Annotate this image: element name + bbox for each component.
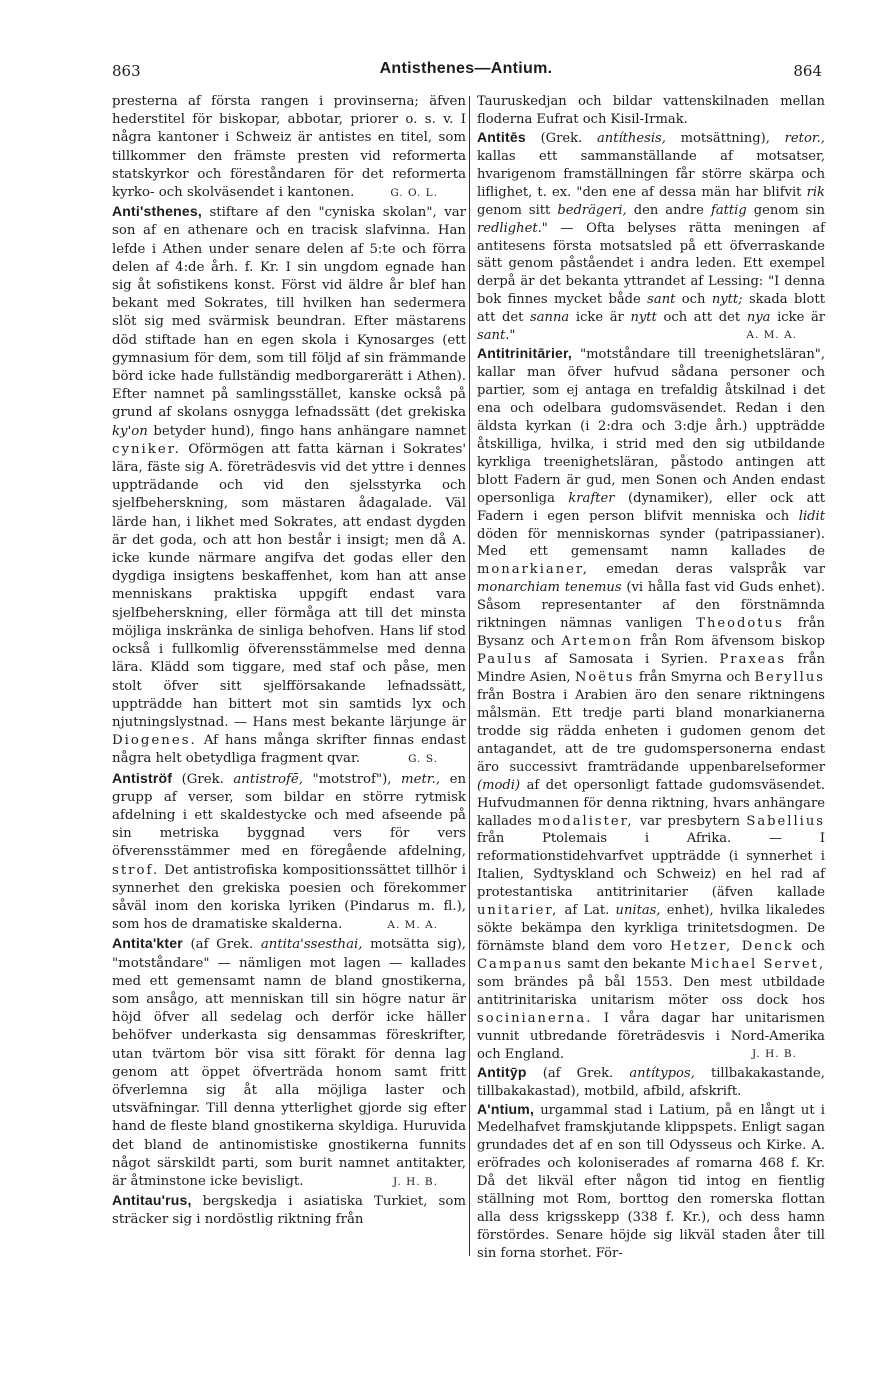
entry-antistes-continued: presterna af första rangen i provinserna; äfven hederstitel för biskopar, abbotar, priorer o. s. v. I några kantoner i Schweiz är antistes en titel, som tillkommer den främste presten vid reformerta statskyrkor och föreståndaren för det reformerta kyrko- och skolväsendet i kantonen. G. O. L. — [112, 93, 466, 202]
entry-antium: A'ntium, urgammal stad i Latium, på en långt ut i Medelhafvet framskjutande klippspets. Enligt sagan grundades det af en son till Odysseus och Kirke. A. eröfrades och koloniserades af romarna 468 f. Kr. Då det likväl efter någon tid intog en fientlig ställning mot Rom, borttog den romerska flottan alla dess krigsskepp (338 f. Kr.), och dess hamn förstördes. Senare höjde sig likväl staden åter till sin forna storhet. För- — [477, 1100, 825, 1261]
headword: Anti'sthenes, — [112, 203, 202, 220]
entry-antitrinitarier: Antitrinitārier, "motståndare till treenighetsläran", kallar man öfver hufvud sådana personer och partier, som ej antaga en trefaldig åtskilnad i det ena och odelbara gudomsväsendet. Redan i den äldsta kyrkan (i 2:dra och 3:dje årh.) uppträdde åtskilliga, hvilka, i strid med den sig utbildande kyrkliga treenighetsläran, påstodo antingen att blott Fadern är gud, men Sonen och Anden endast opersonliga krafter (dynamiker), eller ock att Fadern i egen person blifvit menniska och lidit döden för menniskornas synder (patripassianer). Med ett gemensamt namn kallades de monarkianer, emedan deras valspråk var monarchiam tenemus (vi hålla fast vid Guds enhet). Såsom representanter af den förstnämnda riktningen nämnas vanligen Theodotus från Bysanz och Artemon från Rom äfvensom biskop Paulus af Samosata i Syrien. Praxeas från Mindre Asien, Noëtus från Smyrna och Beryllus från Bostra i Arabien äro den senare riktningens målsmän. Ett tredje parti bland monarkianerna trodde sig rädda enheten i gudomen genom det antagandet, att de tre gudomspersonerna endast äro successivt framträdande uppenbarelseformer (modi) af det opersonligt fattade gudomsväsendet. Hufvudmannen för denna riktning, hvars anhängare kallades modalister, var presbytern Sabellius från Ptolemais i Afrika. — I reformationstidehvarfvet uppträdde (i synnerhet i Italien, Sydtyskland och Schweiz) en hel rad af protestantiska antitrinitarier (äfven kallade unitarier, af Lat. unitas, enhet), hvilka likaledes sökte bekämpa den kyrkliga trinitetsdogmen. De förnämste bland dem voro Hetzer, Denck och Campanus samt den bekante Michael Servet, som brändes på bål 1553. Den mest utbildade antitrinitariska unitarism möter oss dock hos socinianerna. I våra dagar har unitarismen vunnit utbredande företrädesvis i Nord-Amerika och England. J. H. B. — [477, 345, 826, 1062]
signature: G. O. L. — [390, 187, 438, 200]
page-header — [108, 60, 824, 84]
left-column — [112, 93, 466, 1230]
entry-antitakter: Antita'kter (af Grek. antita'ssesthai, motsätta sig), "motståndare" — nämligen mot lagen — kallades med ett gemensamt namn de bland gnostikerna, som ansågo, att menniskan till sin högre natur är höjd öfver all sedelag och derför icke häller behöfver underkasta sig densammas föreskrifter, utan tvärtom bör visa sitt förakt för denna lag genom att öppet öfverträda honom samt fritt öfverlemna sig åt alla möjliga laster och utsväfningar. Till denna ytterlighet gjorde sig efter hand de fleste bland gnostikerna skyldiga. Huruvida det bland de antinomistiske gnostikerna funnits något särskildt parti, som burit namnet antitakter, är åtminstone icke bevisligt. J. H. B. — [112, 934, 466, 1191]
entry-antitaurus-continued: Tauruskedjan och bildar vattenskilnaden mellan floderna Eufrat och Kisil-Irmak. — [477, 94, 825, 127]
signature: A. M. A. — [387, 919, 438, 932]
entry-antistrof: Antiströf (Grek. antistrofē, "motstrof"), metr., en grupp af verser, som bildar en större rytmisk afdelning i ett skaldestycke och med afseende på sin metriska byggnad vers för vers öfverensstämmer med en föregående afdelning, strof. Det antistrofiska kompositionssättet tillhör i synnerhet den grekiska poesien och förekommer såväl inom den koriska lyriken (Pindarus m. fl.), som hos de dramatiske skalderna. A. M. A. — [112, 769, 466, 935]
page-number-left: 863 — [112, 62, 141, 80]
headword: A'ntium, — [477, 1100, 535, 1117]
entry-antisthenes: Anti'sthenes, stiftare af den "cyniska skolan", var son af en athenare och en tracisk slafvinna. Han lefde i Athen under senare delen af 5:te och förra delen af 4:de årh. f. Kr. I sin ungdom egnade han sig åt sofistikens konst. Först vid äldre år blef han bekant med Sokrates, till hvilken han sedermera slöt sig med svärmisk beundran. Efter mästarens död stiftade han en egen skola i Kynosarges (ett gymnasium för dem, som till följd af sin främmande börd icke hade fullständig medborgarerätt i Athen). Efter namnet på samlingsstället, kanske också på grund af skolans osnygga lefnadssätt (det grekiska ky'on betyder hund), fingo hans anhängare namnet cyniker. Oförmögen att fatta kärnan i Sokrates' lära, fäste sig A. företrädesvis vid det yttre i dennes uppträdande och vid den sjelsstyrka och sjelfbeherskning, som mästaren ådagalade. Väl lärde han, i likhet med Sokrates, att endast dygden är det goda, och att hon består i insigt; men då A. icke kunde närmare angifva det godas eller den dygdiga insigtens beskaffenhet, kom han att anse menniskans praktiska uppgift endast vara sjelfbeherskning, eller förmåga att till det minsta möjliga inskränka de sinliga behofven. Hans lif stod också i fullkomlig öfverensstämmelse med denna lära. Klädd som tiggare, med staf och påse, men stolt öfver sitt sjelfförsakande lefnadssätt, uppträdde han bittert mot sin samtids lyx och njutningslystnad. — Hans mest bekante lärjunge är Diogenes. Af hans många skrifter finnas endast några helt obetydliga fragment qvar. G. S. — [112, 202, 466, 768]
right-column — [477, 93, 825, 1263]
entry-antites: Antitēs (Grek. antíthesis, motsättning), retor., kallas ett sammanställande af motsatser, hvarigenom framställningen får större skärpa och liflighet, t. ex. "den ene af dessa män har blifvit rik genom sitt bedrägeri, den andre fattig genom sin redlighet." — Ofta belyses rätta meningen af antitesens första motsatsled på ett öfverraskande sätt genom påståendet i andra leden. Ett exempel derpå är det bekanta yttrandet af Lessing: "I denna bok finnes mycket både sant och nytt; skada blott att det sanna icke är nytt och att det nya icke är sant." A. M. A. — [477, 128, 826, 344]
headword: Antiströf — [112, 769, 173, 786]
running-title: Antisthenes—Antium. — [379, 60, 553, 77]
signature: A. M. A. — [746, 329, 797, 342]
headword: Antitȳp — [477, 1063, 527, 1080]
entry-antitaurus: Antitau'rus, bergskedja i asiatiska Turkiet, som sträcker sig i nordöstlig riktning från — [112, 1192, 466, 1228]
column-divider — [469, 96, 470, 1256]
signature: G. S. — [408, 753, 438, 766]
headword: Antita'kter — [112, 935, 183, 952]
headword: Antitau'rus, — [112, 1192, 192, 1209]
headword: Antitrinitārier, — [477, 345, 572, 362]
signature: J. H. B. — [752, 1047, 797, 1060]
headword: Antitēs — [477, 128, 526, 145]
page-number-right: 864 — [793, 62, 822, 80]
entry-antityp: Antitȳp (af Grek. antítypos, tillbakakastande, tillbakakastad), motbild, afbild, afskrift. — [477, 1063, 825, 1099]
signature: J. H. B. — [393, 1175, 438, 1188]
